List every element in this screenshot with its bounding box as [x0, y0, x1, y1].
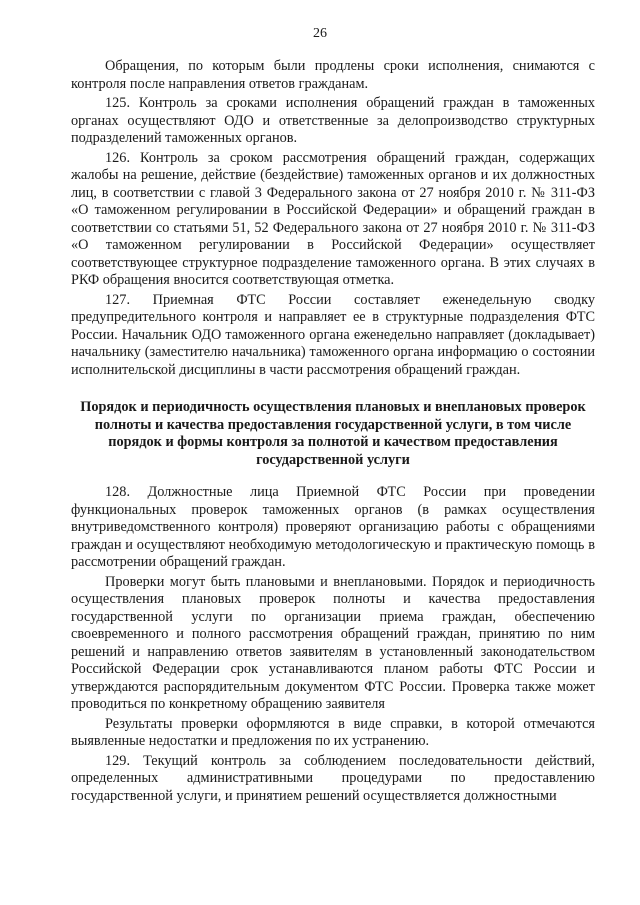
paragraph-129: 129. Текущий контроль за соблюдением последовательности действий, определенных административными процедурами по предоставлению государственной услуги, и принятием решений осуществляется должностными [71, 752, 595, 804]
paragraph-inspections: Проверки могут быть плановыми и внеплановыми. Порядок и периодичность осуществления плановых проверок полноты и качества предоставления государственной услуги по организации приема граждан, обеспечению своевременного и полного рассмотрения обращений граждан, принятию по ним решений и направлению ответов заявителям в установленный законодательством Российской Федерации срок устанавливаются планом работы ФТС России и утверждаются распорядительным документом ФТС России. Проверка также может проводиться по конкретному обращению заявителя [71, 573, 595, 712]
page-body [71, 58, 595, 805]
paragraph-128: 128. Должностные лица Приемной ФТС России при проведении функциональных проверок таможенных органов (в рамках осуществления внутриведомственного контроля) проверяют организацию работы с обращениями граждан и осуществляют необходимую методологическую и практическую помощь в рассмотрении обращений граждан. [71, 484, 595, 570]
page-number: 26 [313, 26, 327, 41]
paragraph-126: 126. Контроль за сроком рассмотрения обращений граждан, содержащих жалобы на решение, действие (бездействие) таможенных органов и их должностных лиц, в соответствии с главой 3 Федерального закона от 27 ноября 2010 г. № 311-ФЗ «О таможенном регулировании в Российской Федерации» и обращений граждан в соответствии со статьями 51, 52 Федерального закона от 27 ноября 2010 г. № 311-ФЗ «О таможенном регулировании в Российской Федерации» осуществляет соответствующее структурное подразделение таможенного органа. В этих случаях в РКФ обращения вносится соответствующая отметка. [71, 149, 595, 288]
paragraph-inspection-results: Результаты проверки оформляются в виде справки, в которой отмечаются выявленные недостатки и предложения по их устранению. [71, 715, 595, 749]
paragraph-125: 125. Контроль за сроками исполнения обращений граждан в таможенных органах осуществляют ОДО и ответственные за делопроизводство структурных подразделений таможенных органов. [71, 95, 595, 146]
paragraph-127: 127. Приемная ФТС России составляет еженедельную сводку предупредительного контроля и направляет ее в структурные подразделения ФТС России. Начальник ОДО таможенного органа еженедельно направляет (докладывает) начальнику (заместителю начальника) таможенного органа информацию о состоянии исполнительской дисциплины в части рассмотрения обращений граждан. [71, 291, 595, 378]
paragraph-removal-from-control: Обращения, по которым были продлены сроки исполнения, снимаются с контроля после направления ответов гражданам. [71, 58, 595, 92]
section-heading: Порядок и периодичность осуществления плановых и внеплановых проверок полноты и качества предоставления государственной услуги, в том числе порядок и формы контроля за полнотой и качеством предоставления государственной услуги [80, 399, 586, 468]
